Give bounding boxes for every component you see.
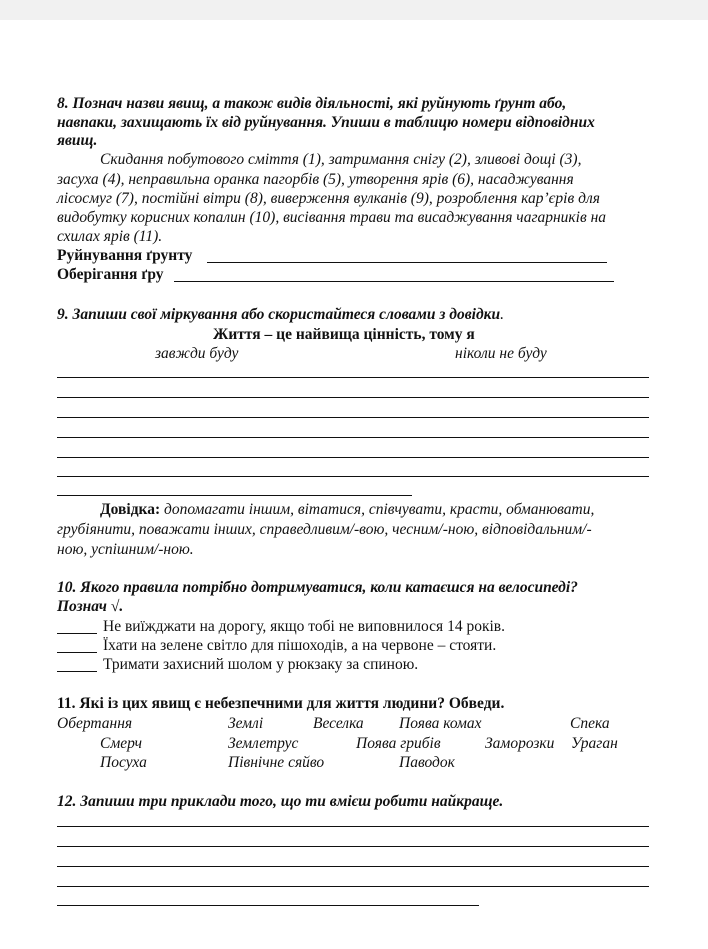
checkbox-blank[interactable] bbox=[57, 633, 97, 634]
viewer-top-bar bbox=[0, 0, 708, 20]
hint-line3: ною, успішним/-ною. bbox=[57, 541, 194, 558]
protection-label: Оберігання ґру bbox=[57, 266, 164, 283]
phenomenon-word[interactable]: Поява грибів bbox=[356, 735, 441, 752]
rule-option: Їхати на зелене світло для пішоходів, а на червоне – стояти. bbox=[103, 637, 497, 654]
task8-text-line3: лісосмуг (7), постійні вітри (8), виверження вулканів (9), розроблення кар’єрів для bbox=[57, 190, 600, 207]
phenomenon-word[interactable]: Смерч bbox=[100, 735, 143, 752]
hint-line2: грубіянити, поважати інших, справедливим/-вою, чесним/-ною, відповідальним/- bbox=[57, 521, 592, 538]
task9-answer-line[interactable] bbox=[57, 457, 649, 458]
task8-text-line1: Скидання побутового сміття (1), затримання снігу (2), зливові дощі (3), bbox=[100, 151, 582, 168]
phenomenon-word[interactable]: Посуха bbox=[100, 754, 147, 771]
option-always: завжди буду bbox=[155, 345, 239, 362]
task9-answer-line[interactable] bbox=[57, 476, 649, 477]
hint-line1: Довідка: допомагати іншим, вітатися, співчувати, красти, обманювати, bbox=[100, 501, 595, 518]
checkbox-blank[interactable] bbox=[57, 671, 97, 672]
task9-title: 9. Запиши свої міркування або скористайтеся словами з довідки. bbox=[57, 306, 505, 323]
phenomenon-word[interactable]: Ураган bbox=[571, 735, 618, 752]
task12-answer-line[interactable] bbox=[57, 905, 479, 906]
task11-title: 11. Які із цих явищ є небезпечними для життя людини? Обведи. bbox=[57, 695, 505, 712]
task10-title-line2: Познач √. bbox=[57, 598, 124, 615]
rule-option: Не виїжджати на дорогу, якщо тобі не виповнилося 14 років. bbox=[103, 618, 505, 635]
checkbox-blank[interactable] bbox=[57, 652, 97, 653]
task8-title-line2: навпаки, захищають їх від руйнування. Упиши в таблицю номери відповідних bbox=[57, 114, 595, 131]
task9-answer-line[interactable] bbox=[57, 417, 649, 418]
task9-answer-line[interactable] bbox=[57, 377, 649, 378]
phenomenon-word[interactable]: Обертання bbox=[57, 715, 133, 732]
task9-subtitle: Життя – це найвища цінність, тому я bbox=[213, 326, 475, 343]
task12-answer-line[interactable] bbox=[57, 846, 649, 847]
task9-answer-line[interactable] bbox=[57, 495, 412, 496]
destruction-label: Руйнування ґрунту bbox=[57, 247, 193, 264]
task8-title-line1: 8. Познач назви явищ, а також видів діяльності, які руйнують ґрунт або, bbox=[57, 95, 567, 112]
protection-answer-line[interactable] bbox=[174, 281, 614, 282]
phenomenon-word[interactable]: Північне сяйво bbox=[228, 754, 325, 771]
task10-title-line1: 10. Якого правила потрібно дотримуватися, коли катаєшся на велосипеді? bbox=[57, 579, 578, 596]
rule-option: Тримати захисний шолом у рюкзаку за спиною. bbox=[103, 656, 419, 673]
task8-text-line5: схилах ярів (11). bbox=[57, 228, 163, 245]
task12-answer-line[interactable] bbox=[57, 826, 649, 827]
phenomenon-word[interactable]: Землетрус bbox=[228, 735, 299, 752]
task12-answer-line[interactable] bbox=[57, 866, 649, 867]
task9-answer-line[interactable] bbox=[57, 437, 649, 438]
task12-title: 12. Запиши три приклади того, що ти вмієш робити найкраще. bbox=[57, 793, 504, 810]
task8-title-line3: явищ. bbox=[57, 132, 98, 149]
task8-text-line4: видобутку корисних копалин (10), висівання трави та висаджування чагарників на bbox=[57, 209, 607, 226]
task9-answer-line[interactable] bbox=[57, 397, 649, 398]
phenomenon-word[interactable]: Паводок bbox=[399, 754, 455, 771]
task12-answer-line[interactable] bbox=[57, 886, 649, 887]
phenomenon-word[interactable]: Веселка bbox=[313, 715, 364, 732]
task8-text-line2: засуха (4), неправильна оранка пагорбів (5), утворення ярів (6), насаджування bbox=[57, 171, 574, 188]
phenomenon-word[interactable]: Землі bbox=[228, 715, 264, 732]
phenomenon-word[interactable]: Поява комах bbox=[399, 715, 482, 732]
option-never: ніколи не буду bbox=[455, 345, 547, 362]
phenomenon-word[interactable]: Заморозки bbox=[485, 735, 555, 752]
destruction-answer-line[interactable] bbox=[207, 262, 607, 263]
phenomenon-word[interactable]: Спека bbox=[570, 715, 610, 732]
